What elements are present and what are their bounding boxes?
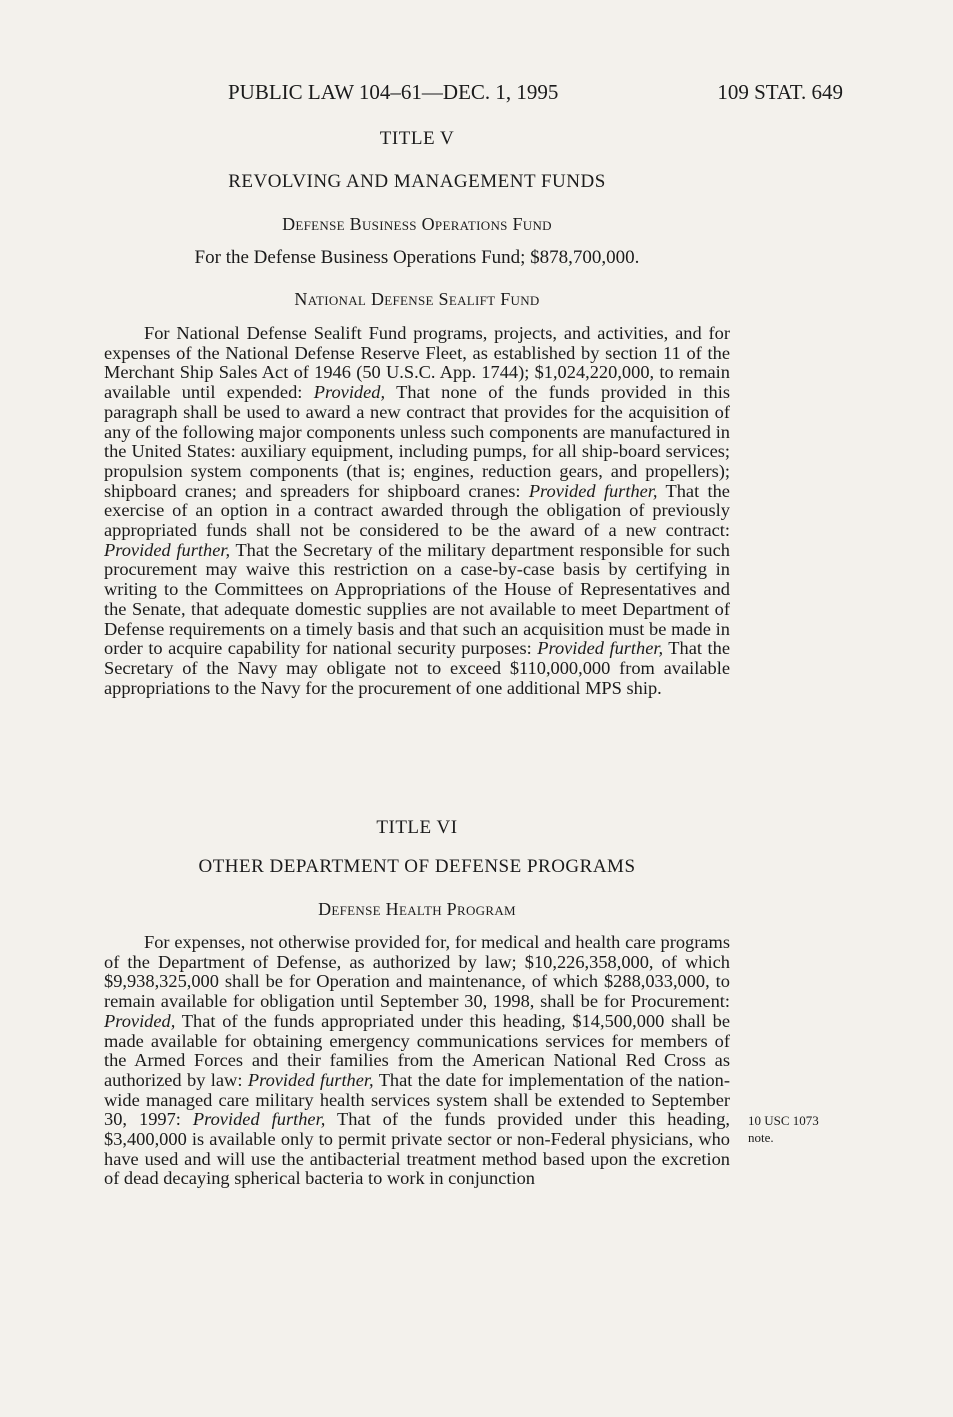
dhp-paragraph: For expenses, not otherwise provided for, for medical and health care programs of the Department of Defense, as authorized by law; $10,226,358,000, of which $9,938,325,000 shall be for Operation and maintenance, of which $288,033,000, to remain available for obligation until September 30, 1998, shall be for Procurement: Provided, That of the funds appropriated under this heading, $14,500,000 shall be made available for obtaining emergency communications services for members of the Armed Forces and their families from the American National Red Cross as authorized by law: Provided further, That the date for implementation of the nation-wide managed care military health services system shall be extended to September 30, 1997: Provided further, That of the funds provided under this heading, $3,400,000 is available only to permit private sector or non-Federal physicians, who have used and will use the antibacterial treatment method based upon the excretion of dead decaying spherical bacteria to work in conjunction	[104, 932, 731, 1189]
ndsf-paragraph: For National Defense Sealift Fund programs, projects, and activities, and for expenses of the National Defense Reserve Fleet, as established by section 11 of the Merchant Ship Sales Act of 1946 (50 U.S.C. App. 1744); $1,024,220,000, to remain available until expended: Provided, That none of the funds provided in this paragraph shall be used to award a new contract that provides for the acquisition of any of the following major components unless such components are manufactured in the United States: auxiliary equipment, including pumps, for all ship-board services; propulsion system components (that is; engines, reduction gears, and propellers); shipboard cranes; and spreaders for shipboard cranes: Provided further, That the exercise of an option in a contract awarded through the obligation of previously appropriated funds shall not be considered to be the award of a new contract: Provided further, That the Secretary of the military department responsible for such procurement may waive this restriction on a case-by-case basis by certifying in writing to the Committees on Appropriations of the House of Representatives and the Senate, that adequate domestic supplies are not available to meet Department of Defense requirements on a timely basis and that such an acquisition must be made in order to acquire capability for national security purposes: Provided further, That the Secretary of the Navy may obligate not to exceed $110,000,000 from available appropriations to the Navy for the procurement of one additional MPS ship.	[104, 323, 730, 698]
statute-page-number: 109 STAT. 649	[717, 80, 843, 104]
dbof-heading: Defense Business Operations Fund	[282, 214, 552, 234]
margin-note-label: note.	[748, 1130, 774, 1145]
ndsf-heading: National Defense Sealift Fund	[294, 289, 540, 309]
dbof-text: For the Defense Business Operations Fund; $878,700,000.	[194, 247, 640, 268]
running-header	[0, 80, 953, 106]
margin-note	[748, 1112, 858, 1146]
title-vi-heading: TITLE VI	[376, 817, 458, 838]
public-law-citation: PUBLIC LAW 104–61—DEC. 1, 1995	[228, 80, 559, 104]
margin-note-citation: 10 USC 1073	[748, 1113, 819, 1128]
title-v-heading: TITLE V	[379, 128, 455, 149]
dhp-heading: Defense Health Program	[318, 899, 516, 919]
title-vi-subtitle: OTHER DEPARTMENT OF DEFENSE PROGRAMS	[198, 856, 636, 877]
title-v-subtitle: REVOLVING AND MANAGEMENT FUNDS	[228, 171, 606, 192]
